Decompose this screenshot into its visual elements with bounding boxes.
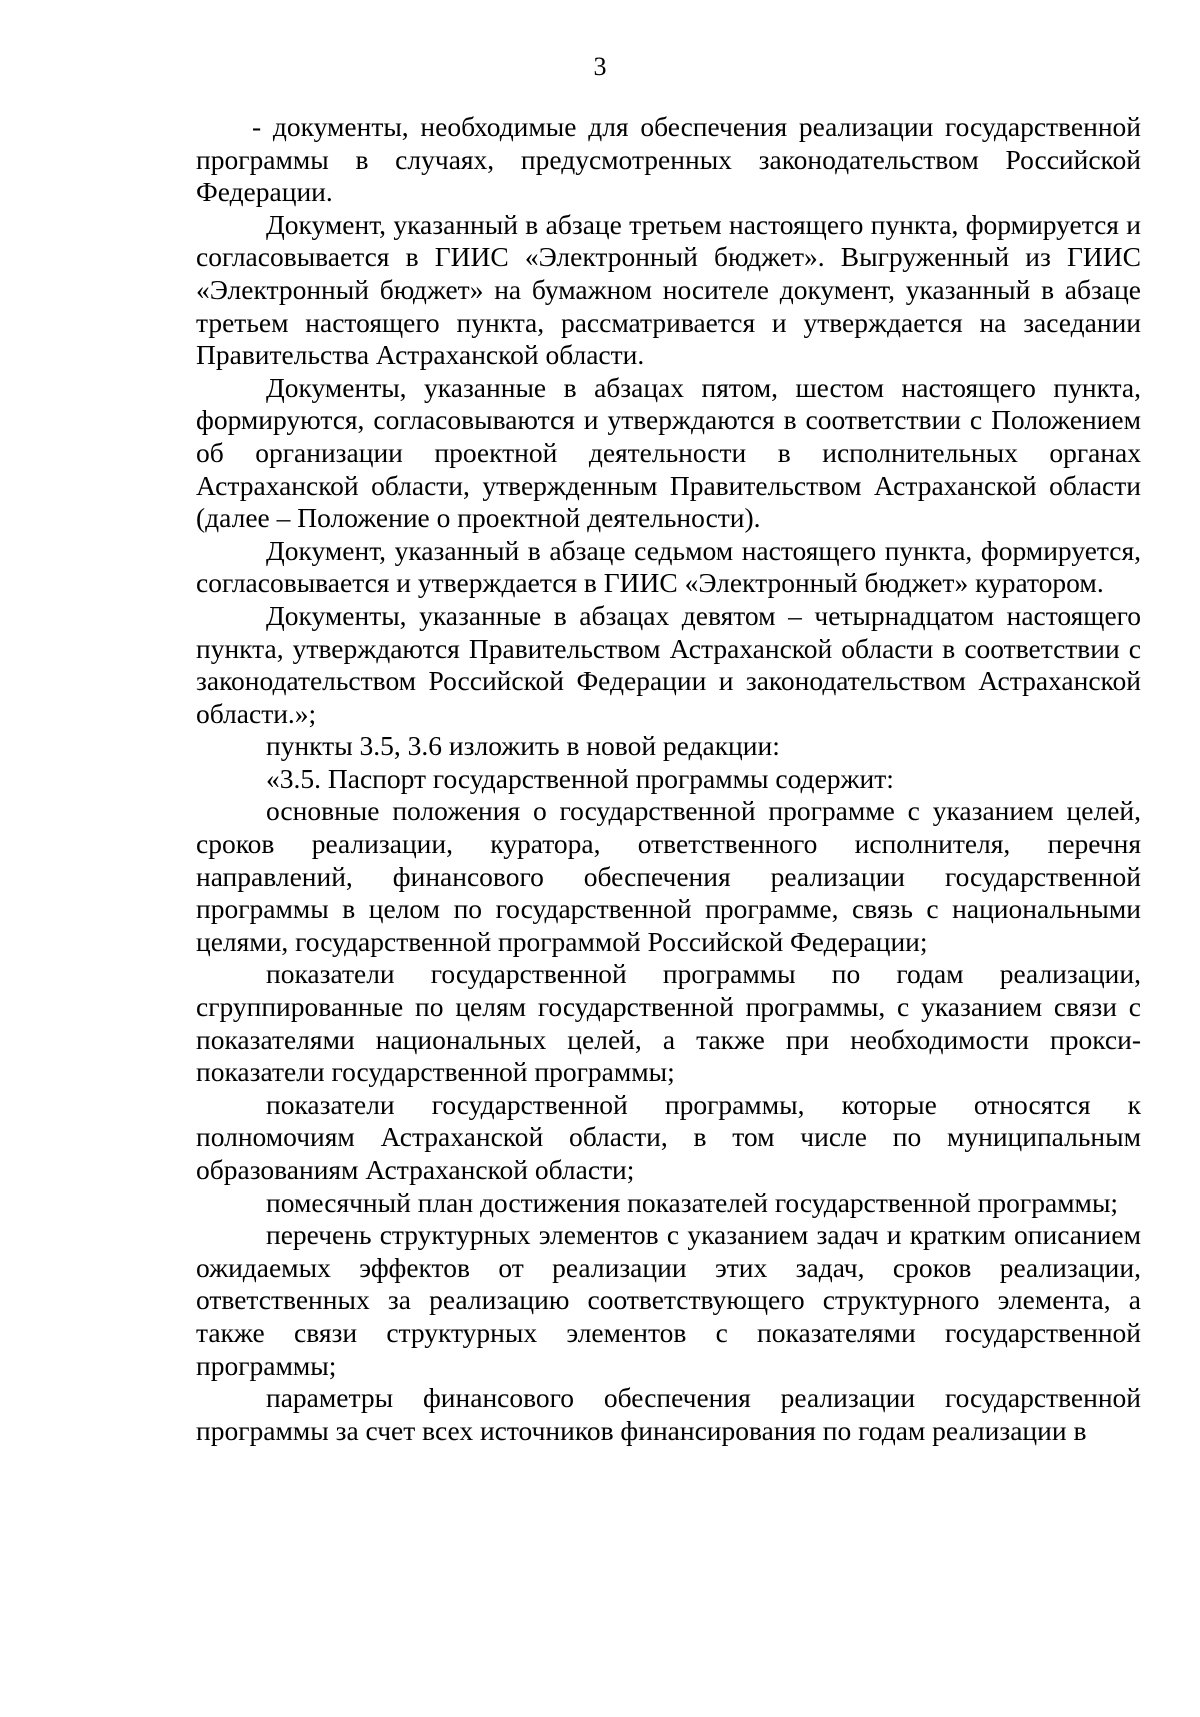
paragraph-monthly-plan: помесячный план достижения показателей государственной программы; [266,1186,1119,1218]
paragraph-structural-elements: перечень структурных элементов с указанием задач и кратким описанием ожидаемых эффектов от реализации этих задач, сроков реализации, ответственных за реализацию соответствующего структурного элемента, а также связи структурных элементов с показателями государственной программы; [196,1219,1141,1381]
paragraph-financial-parameters: параметры финансового обеспечения реализации государственной программы за счет всех источников финансирования по годам реализации в [196,1382,1141,1446]
paragraph-amendment-intro: пункты 3.5, 3.6 изложить в новой редакции: [266,730,780,762]
paragraph-regional-indicators: показатели государственной программы, которые относятся к полномочиям Астраханской области, в том числе по муниципальным образованиям Астраханской области; [196,1088,1141,1185]
paragraph-main-provisions: основные положения о государственной программе с указанием целей, сроков реализации, куратора, ответственного исполнителя, перечня направлений, финансового обеспечения реализации государственной программы в целом по государственной программе, связь с национальными целями, государственной программой Российской Федерации; [196,795,1141,957]
document-body [196,111,1141,1447]
paragraph-curator-document: Документ, указанный в абзаце седьмом настоящего пункта, формируется, согласовывается и утверждается в ГИИС «Электронный бюджет» куратором. [196,534,1141,599]
paragraph-government-approval: Документы, указанные в абзацах девятом – четырнадцатом настоящего пункта, утверждаются Правительством Астраханской области в соответствии с законодательством Российской Федерации и законодательством Астраханской области.»; [196,599,1141,729]
page-number: 3 [593,52,607,81]
paragraph-giis-document: Документ, указанный в абзаце третьем настоящего пункта, формируется и согласовывается в ГИИС «Электронный бюджет». Выгруженный из ГИИС «Электронный бюджет» на бумажном носителе документ, указанный в абзаце третьем настоящего пункта, рассматривается и утверждается на заседании Правительства Астраханской области. [196,208,1141,371]
paragraph-program-indicators: показатели государственной программы по годам реализации, сгруппированные по целям государственной программы, с указанием связи с показателями национальных целей, а также при необходимости прокси-показатели государственной программы; [196,958,1141,1088]
paragraph-project-documents: Документы, указанные в абзацах пятом, шестом настоящего пункта, формируются, согласовываются и утверждаются в соответствии с Положением об организации проектной деятельности в исполнительных органах Астраханской области, утвержденным Правительством Астраханской области (далее – Положение о проектной деятельности). [196,371,1141,534]
paragraph-documents-list-item: - документы, необходимые для обеспечения реализации государственной программы в случаях, предусмотренных законодательством Российской Федерации. [196,111,1141,208]
paragraph-passport-heading: «3.5. Паспорт государственной программы содержит: [266,762,894,794]
